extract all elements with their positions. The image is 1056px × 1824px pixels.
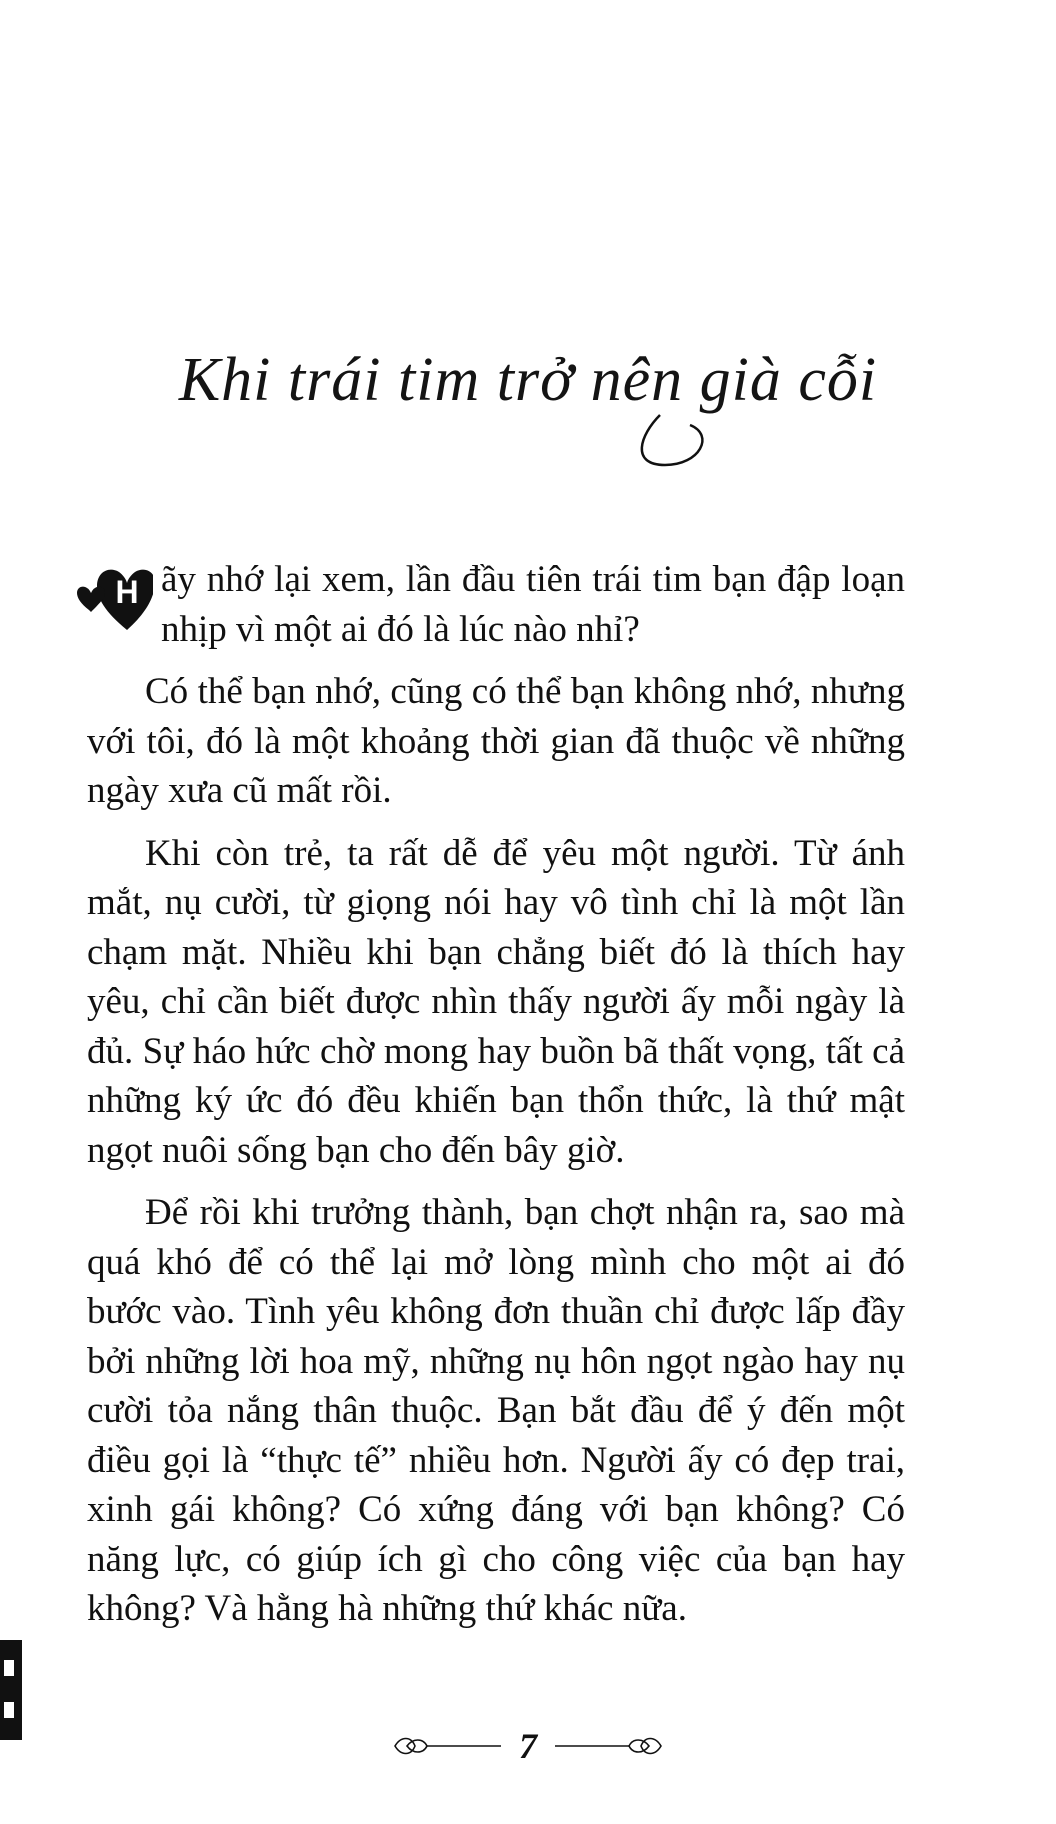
paragraph-2: Có thể bạn nhớ, cũng có thể bạn không nhớ, nhưng với tôi, đó là một khoảng thời gian đã thuộc về những ngày xưa cũ mất rồi. (87, 671, 905, 811)
title-flourish (620, 395, 730, 475)
left-flourish-icon (393, 1731, 503, 1761)
paragraph-3: Khi còn trẻ, ta rất dễ để yêu một người. Từ ánh mắt, nụ cười, từ giọng nói hay vô tình chỉ là một lần chạm mặt. Nhiều khi bạn chẳng biết đó là thích hay yêu, chỉ cần biết được nhìn thấy người ấy mỗi ngày là đủ. Sự háo hức chờ mong hay buồn bã thất vọng, tất cả những ký ức đó đều khiến bạn thổn thức, là thứ mật ngọt nuôi sống bạn cho đến bây giờ. (87, 832, 905, 1171)
chapter-title: Khi trái tim trở nên già cỗi (178, 346, 878, 414)
page-footer (0, 1716, 1056, 1776)
page-number: 7 (519, 1726, 537, 1766)
paragraph-4: Để rồi khi trưởng thành, bạn chợt nhận ra, sao mà quá khó để có thể lại mở lòng mình cho một ai đó bước vào. Tình yêu không đơn thuần chỉ được lấp đầy bởi những lời hoa mỹ, những nụ hôn ngọt ngào hay nụ cười tỏa nắng thân thuộc. Bạn bắt đầu để ý đến một điều gọi là “thực tế” nhiều hơn. Người ấy có đẹp trai, xinh gái không? Có xứng đáng với bạn không? Có năng lực, có giúp ích gì cho công việc của bạn hay không? Và hằng hà những thứ khác nữa. (87, 1192, 905, 1629)
body-text (87, 555, 905, 1647)
paragraph-1 (87, 555, 905, 654)
dropcap (75, 552, 153, 642)
right-flourish-icon (553, 1731, 663, 1761)
paragraph-1-text: ãy nhớ lại xem, lần đầu tiên trái tim bạn đập loạn nhịp vì một ai đó là lúc nào nhỉ? (161, 559, 905, 650)
dropcap-letter: H (115, 574, 139, 610)
